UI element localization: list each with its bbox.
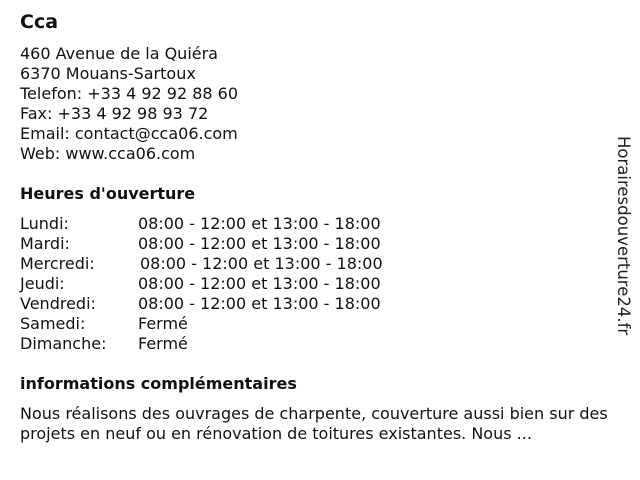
hours-day: Mardi:: [20, 234, 70, 253]
opening-hours-heading: Heures d'ouverture: [20, 184, 196, 203]
hours-time: 08:00 - 12:00 et 13:00 - 18:00: [140, 254, 383, 273]
watermark-text: Horairesdouverture24.fr: [614, 136, 633, 336]
email-line: Email: contact@cca06.com: [20, 124, 238, 143]
hours-time: 08:00 - 12:00 et 13:00 - 18:00: [138, 214, 381, 233]
phone-line: Telefon: +33 4 92 92 88 60: [20, 84, 239, 103]
additional-info-heading: informations complémentaires: [20, 374, 297, 393]
web-line: Web: www.cca06.com: [20, 144, 196, 163]
hours-time: Fermé: [138, 314, 188, 333]
hours-time: 08:00 - 12:00 et 13:00 - 18:00: [138, 294, 381, 313]
hours-time: 08:00 - 12:00 et 13:00 - 18:00: [138, 234, 381, 253]
watermark: [611, 136, 635, 346]
address-street: 460 Avenue de la Quiéra: [20, 44, 218, 63]
additional-info-text: Nous réalisons des ouvrages de charpente, couverture aussi bien sur des projets en neuf ou en rénovation de toitures existantes. Nous ...: [20, 404, 608, 443]
hours-day: Mercredi:: [20, 254, 95, 273]
contact-block: [20, 44, 238, 164]
hours-day: Vendredi:: [20, 294, 96, 313]
hours-time: 08:00 - 12:00 et 13:00 - 18:00: [138, 274, 381, 293]
hours-day: Jeudi:: [20, 274, 65, 293]
hours-time: Fermé: [138, 334, 188, 353]
hours-day: Samedi:: [20, 314, 86, 333]
address-city: 6370 Mouans-Sartoux: [20, 64, 196, 83]
business-name: Cca: [20, 11, 59, 33]
hours-day: Dimanche:: [20, 334, 107, 353]
hours-day: Lundi:: [20, 214, 69, 233]
fax-line: Fax: +33 4 92 98 93 72: [20, 104, 209, 123]
